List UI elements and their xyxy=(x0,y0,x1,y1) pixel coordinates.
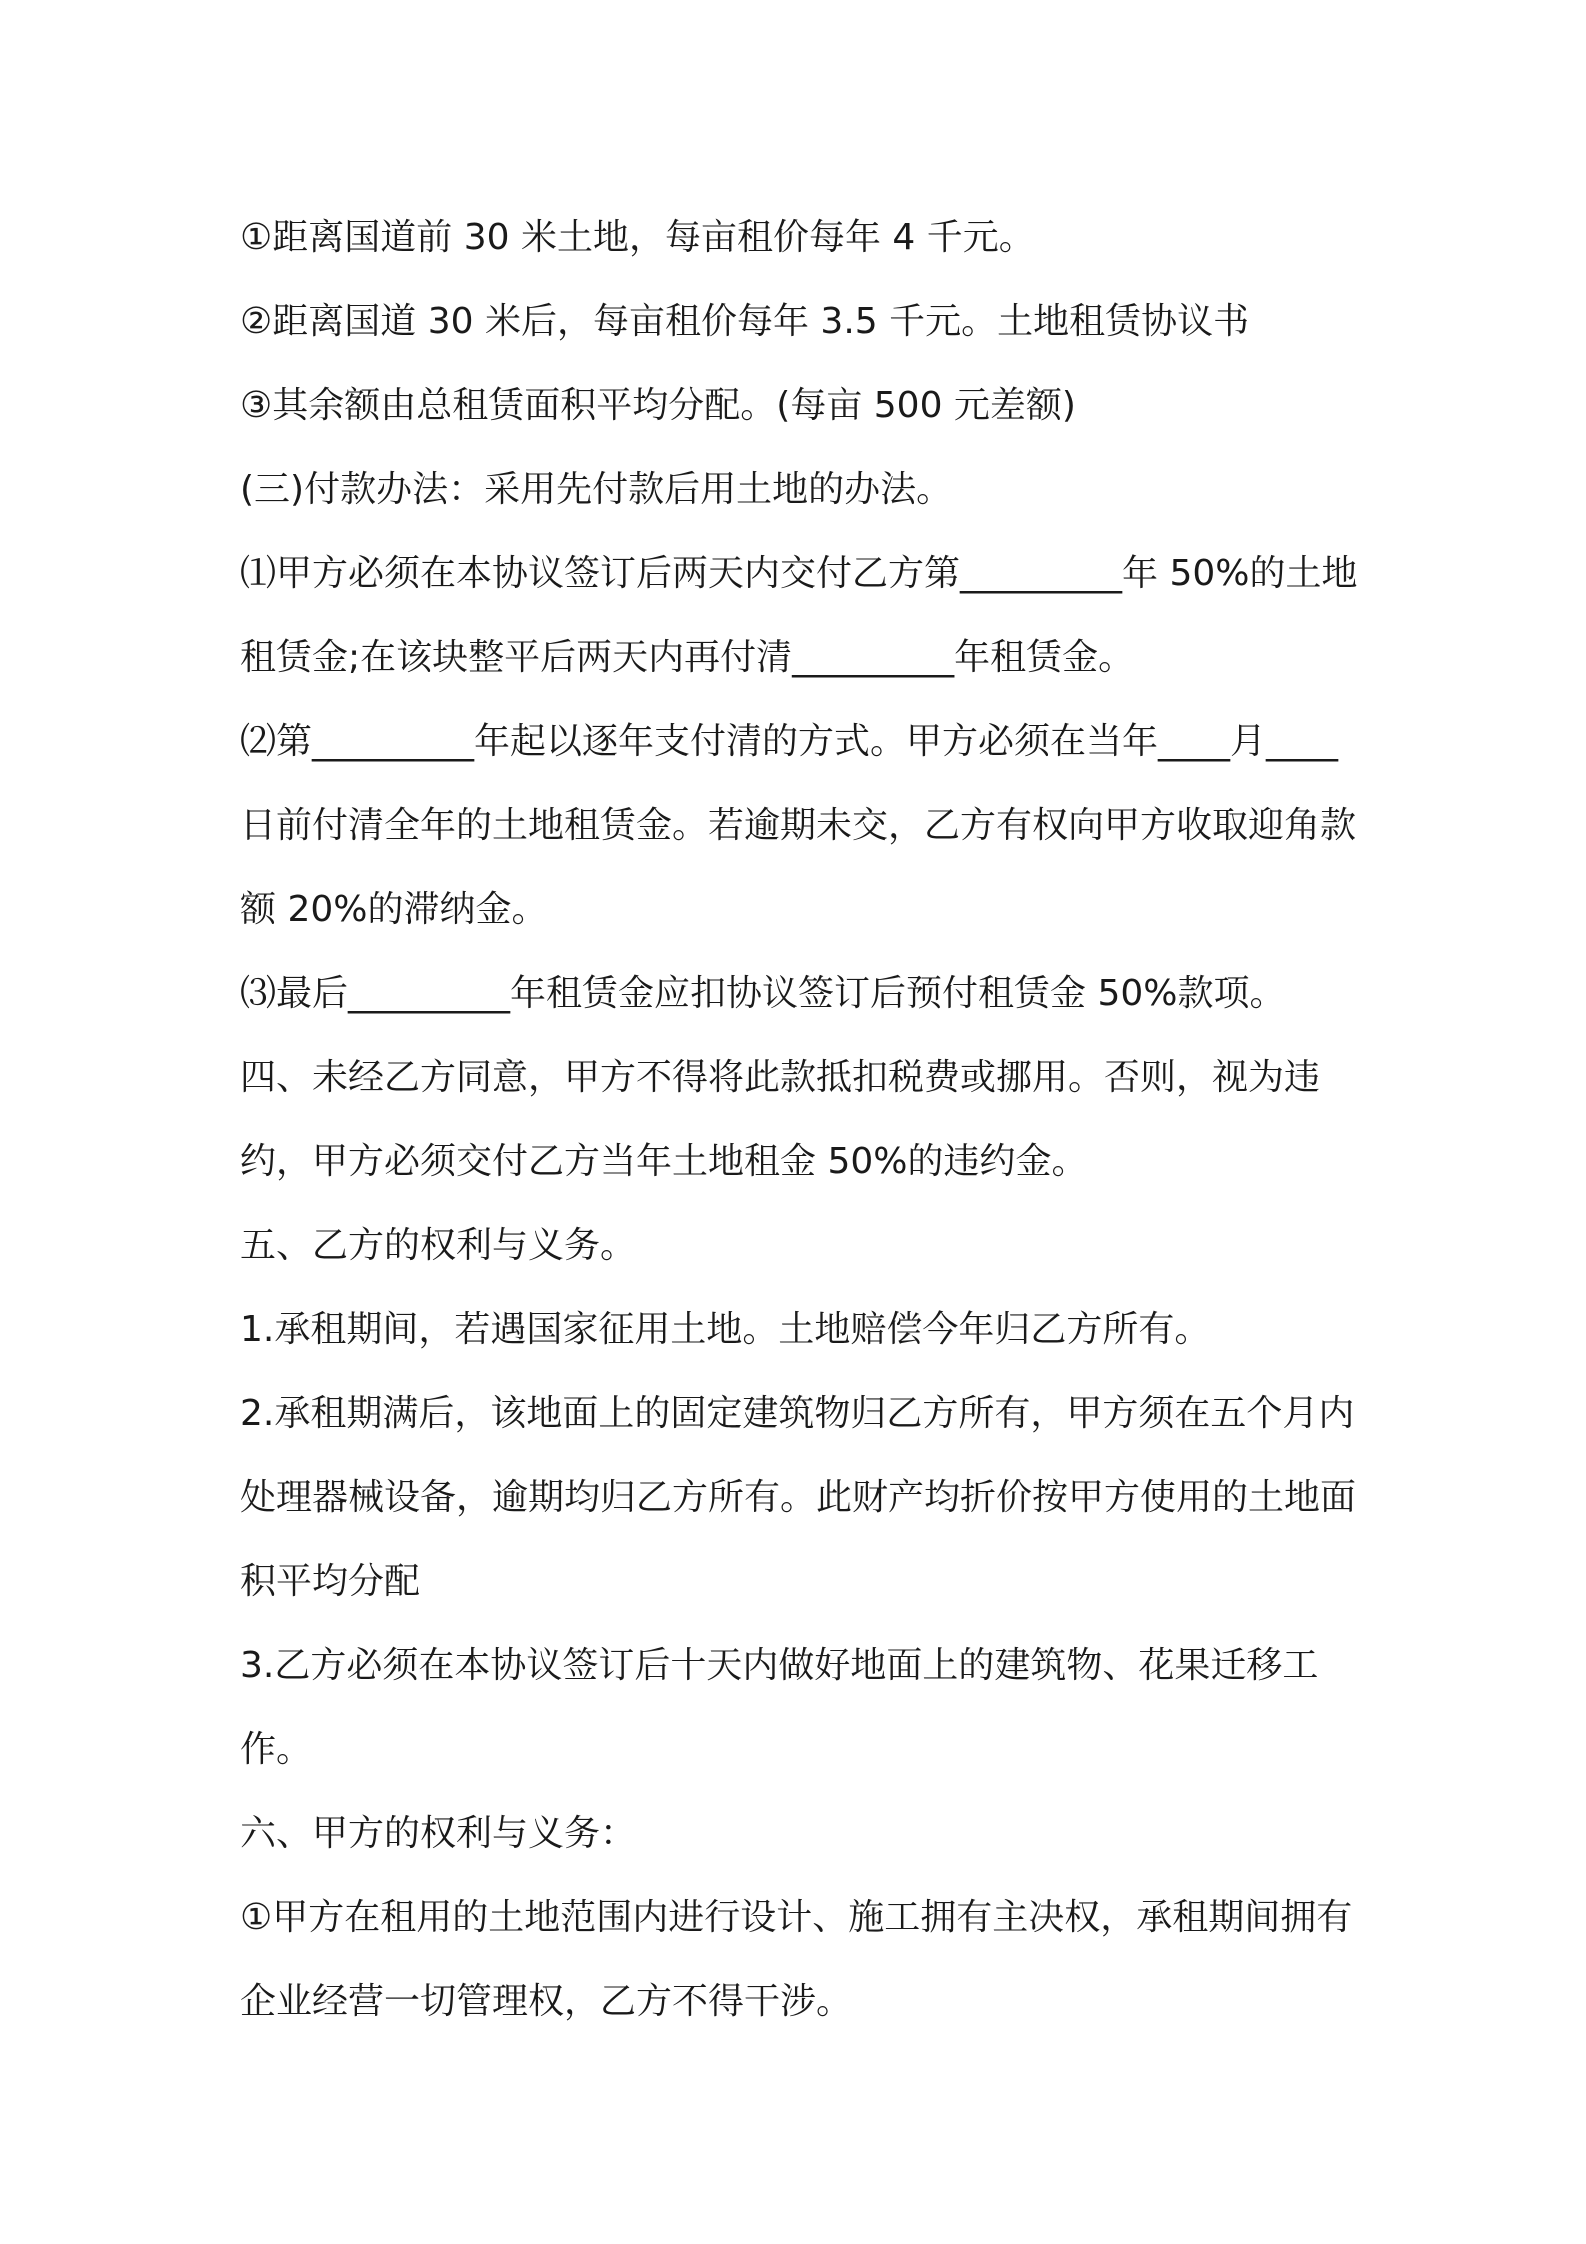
paragraph-rent-price-back: ②距离国道 30 米后，每亩租价每年 3.5 千元。土地租赁协议书 xyxy=(240,301,1250,342)
paragraph-payment-clause-3: ⑶最后_________年租赁金应扣协议签订后预付租赁金 50%款项。 xyxy=(240,973,1286,1014)
paragraph-section-6-heading: 六、甲方的权利与义务： xyxy=(240,1813,637,1854)
paragraph-section-6-item-1: ①甲方在租用的土地范围内进行设计、施工拥有主决权，承租期间拥有企业经营一切管理权，乙方不得干涉。 xyxy=(240,1897,1353,2022)
document-body xyxy=(240,196,1358,2044)
paragraph-section-5-item-3: 3.乙方必须在本协议签订后十天内做好地面上的建筑物、花果迁移工作。 xyxy=(240,1645,1319,1770)
paragraph-section-5-heading: 五、乙方的权利与义务。 xyxy=(240,1225,637,1266)
paragraph-rent-price-front: ①距离国道前 30 米土地，每亩租价每年 4 千元。 xyxy=(240,217,1035,258)
paragraph-section-5-item-2: 2.承租期满后，该地面上的固定建筑物归乙方所有，甲方须在五个月内处理器械设备，逾期均归乙方所有。此财产均折价按甲方使用的土地面积平均分配 xyxy=(240,1393,1357,1602)
paragraph-payment-method-heading: (三)付款办法：采用先付款后用土地的办法。 xyxy=(240,469,953,510)
paragraph-section-4: 四、未经乙方同意，甲方不得将此款抵扣税费或挪用。否则，视为违约，甲方必须交付乙方当年土地租金 50%的违约金。 xyxy=(240,1057,1321,1182)
paragraph-payment-clause-1: ⑴甲方必须在本协议签订后两天内交付乙方第_________年 50%的土地租赁金;在该块整平后两天内再付清_________年租赁金。 xyxy=(240,553,1358,678)
paragraph-payment-clause-2: ⑵第_________年起以逐年支付清的方式。甲方必须在当年____月____日前付清全年的土地租赁金。若逾期未交，乙方有权向甲方收取迎角款额 20%的滞纳金。 xyxy=(240,721,1357,930)
paragraph-rent-remainder: ③其余额由总租赁面积平均分配。(每亩 500 元差额) xyxy=(240,385,1076,426)
paragraph-section-5-item-1: 1.承租期间，若遇国家征用土地。土地赔偿今年归乙方所有。 xyxy=(240,1309,1211,1350)
